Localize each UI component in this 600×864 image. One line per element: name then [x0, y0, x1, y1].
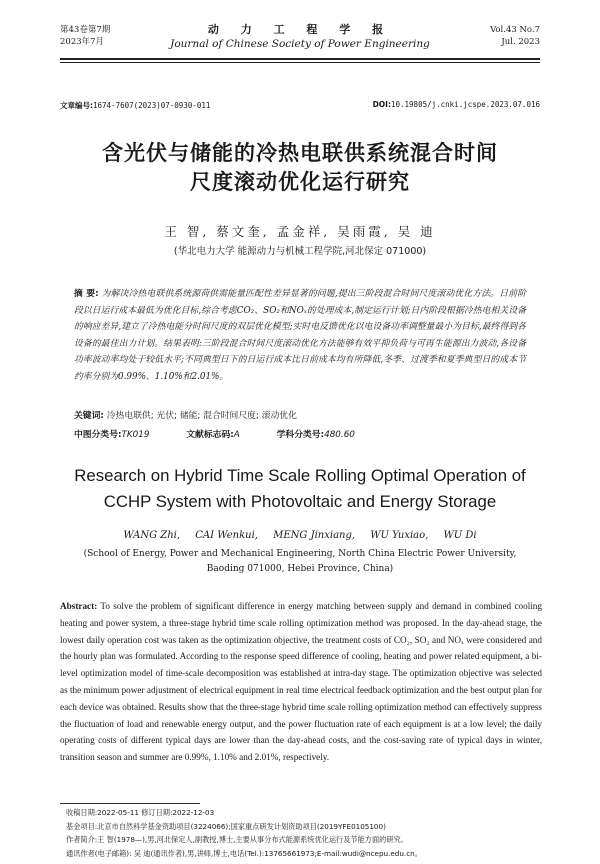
date-en: Jul. 2023 [501, 37, 540, 47]
subject-code: 学科分类号:480.60 [276, 430, 355, 440]
footnote-rule [60, 803, 200, 804]
header-right [490, 24, 540, 48]
abstract-en [60, 598, 542, 766]
authors-en [60, 530, 540, 541]
author-en: WU Yuxiao, [370, 530, 429, 541]
volume-en: Vol.43 No.7 [490, 25, 540, 35]
author-en: CAI Wenkui, [195, 530, 258, 541]
author-en: WU Di [443, 530, 477, 541]
title-cn-line1: 含光伏与储能的冷热电联供系统混合时间 [102, 140, 498, 165]
affiliation-cn: (华北电力大学 能源动力与机械工程学院,河北保定 071000) [173, 246, 427, 257]
journal-name-cn: 动 力 工 程 学 报 [207, 23, 393, 36]
footnote-corresponding: 通讯作者(电子邮箱): 吴 迪(通讯作者),男,讲师,博士,电话(Tel.):13765661973;E-mail:wudi@ncepu.edu.cn。 [66, 848, 422, 858]
title-en [60, 463, 540, 515]
header-center [60, 22, 540, 51]
header-rule-thick [60, 58, 540, 60]
footnote-author-bio: 作者简介:王 智(1978—),男,河北保定人,副教授,博士,主要从事分布式能源系统优化运行及节能方面的研究。 [66, 835, 408, 844]
article-number: 文章编号:1674-7607(2023)07-0930-011 [60, 101, 211, 110]
title-cn [60, 138, 540, 196]
keywords-cn-label: 关键词: [74, 411, 104, 421]
affiliation-en-line2: Baoding 071000, Hebei Province, China) [206, 563, 394, 574]
clc-number: 中图分类号:TK019 [74, 430, 150, 440]
abstract-en-text: To solve the problem of significant difference in energy matching between supply and demand in combined cooling heating and power system, a three-stage hybrid time scale rolling optimization method was proposed. In the day-ahead stage, the lowest daily operation cost was taken as the optimization objective, the treatment costs of CO₂, SO₂ and NOₓ were considered and the hourly plan was formulated. According to the response speed difference of cooling, heating and power related equipment, a bi-level optimization model of time-scale decomposition was established at intra-day stage. The optimization objective was selected as the minimum power adjustment of electrical equipment in real time electrical feedback optimization and the best output plan for each device was obtained. Results show that the three-stage hybrid time scale rolling optimization method can effectively suppress the fluctuation of load and renewable energy output, and the power fluctuation rate of each equipment is at a low level; the daily operating costs of different typical days are lower than the day-ahead costs, and the cost-saving rate of typical days in winter, transition season and summer are 0.99%, 1.10% and 2.01%, respectively. [60, 601, 542, 763]
abstract-en-label: Abstract: [60, 601, 98, 611]
document-code: 文献标志码:A [186, 430, 240, 440]
footnote-received: 收稿日期:2022-05-11 修订日期:2022-12-03 [66, 808, 215, 817]
journal-name-en: Journal of Chinese Society of Power Engineering [170, 38, 430, 50]
abstract-cn-text: 为解决冷热电联供系统源荷供需能量匹配性差异显著的问题,提出三阶段混合时间尺度滚动优化方法。日前阶段以日运行成本最低为优化目标,综合考虑CO₂、SO₂和NOₓ的处理成本,制定运行计划;日内阶段根据冷热电相关设备的响应差异,建立了冷热电能分时间尺度的双层优化模型;实时电反馈优化以电设备功率调整量最小为目标,最终得到各设备的最佳出力计划。结果表明:三阶段混合时间尺度滚动优化方法能够有效平抑负荷与可再生能源出力波动,各设备功率波动率均处于较低水平;不同典型日下的日运行成本比日前成本均有所降低,冬季、过渡季和夏季典型日的成本节约率分别为0.99%、1.10%和2.01%。 [74, 289, 526, 382]
abstract-cn-label: 摘 要: [74, 289, 99, 299]
date-cn: 2023年7月 [60, 37, 105, 47]
title-cn-line2: 尺度滚动优化运行研究 [190, 169, 410, 194]
affiliation-en [74, 547, 526, 576]
doi: DOI:10.19805/j.cnki.jcspe.2023.07.016 [372, 100, 540, 109]
title-en-line2: CCHP System with Photovoltaic and Energy Storage [103, 492, 497, 511]
footnote-fund: 基金项目:北京市自然科学基金资助项目(3224066);国家重点研发计划资助项目(2019YFE0105100) [66, 821, 386, 831]
keywords-cn [74, 408, 526, 421]
abstract-cn [74, 286, 526, 386]
affiliation-en-line1: (School of Energy, Power and Mechanical Engineering, North China Electric Power University, [83, 549, 517, 559]
author-en: MENG Jinxiang, [273, 530, 356, 541]
title-en-line1: Research on Hybrid Time Scale Rolling Optimal Operation of [74, 466, 526, 485]
classification-cn [74, 427, 526, 440]
footnotes [66, 806, 540, 860]
journal-header [60, 20, 540, 72]
author-en: WANG Zhi, [123, 530, 181, 541]
authors-cn: 王 智, 蔡文奎, 孟金祥, 吴雨霞, 吴 迪 [164, 224, 436, 239]
header-rule-thin [60, 62, 540, 63]
volume-cn: 第43卷第7期 [60, 25, 111, 35]
keywords-cn-text: 冷热电联供; 光伏; 储能; 混合时间尺度; 滚动优化 [106, 411, 297, 421]
